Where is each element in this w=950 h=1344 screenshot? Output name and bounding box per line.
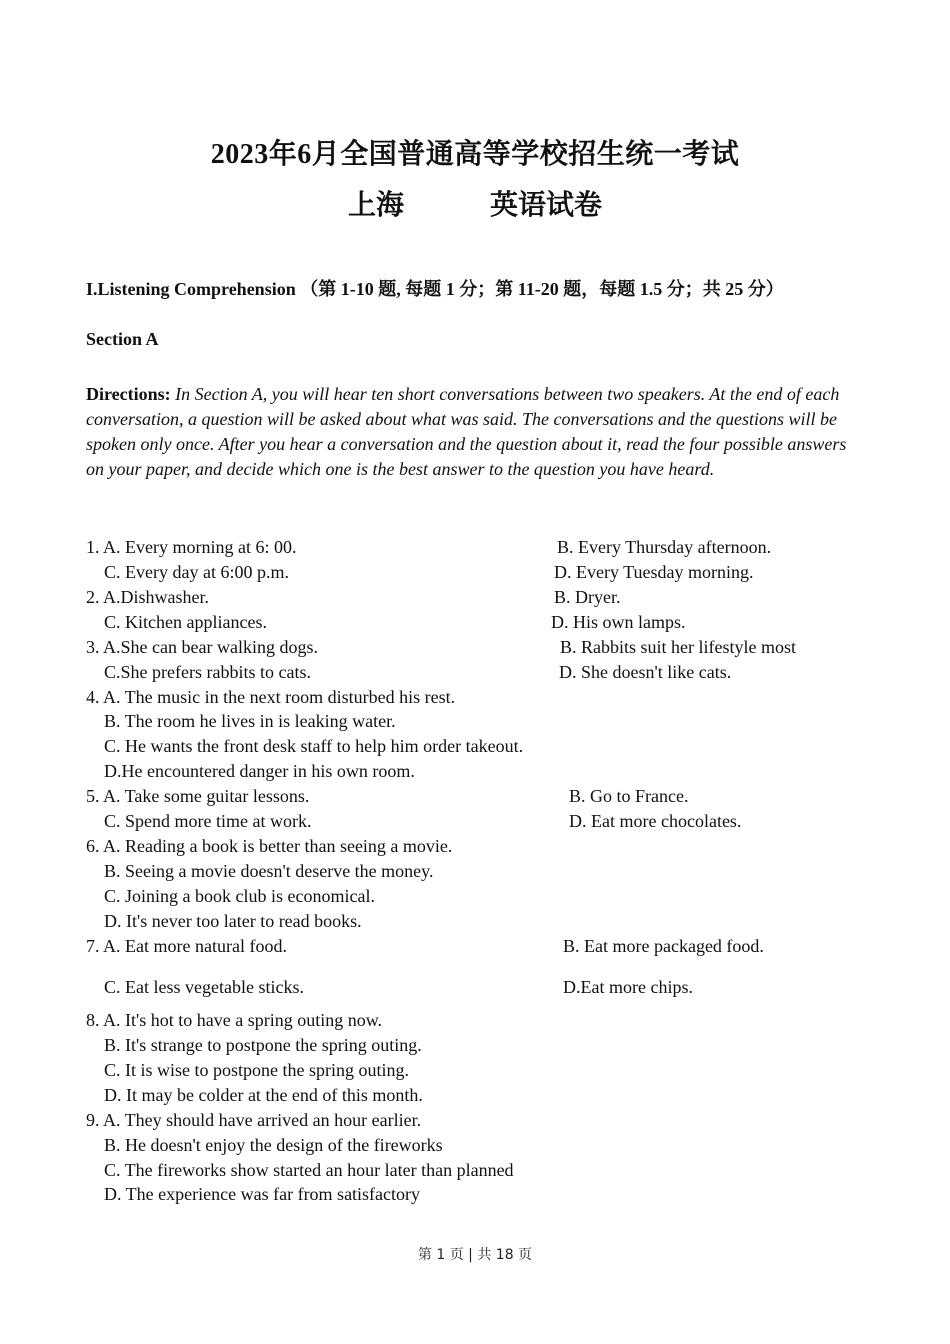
q1-option-d: D. Every Tuesday morning. [554, 562, 754, 582]
exam-title: 2023年6月全国普通高等学校招生统一考试 [210, 139, 740, 170]
q2-option-b: B. Dryer. [554, 587, 621, 607]
q7-option-c: C. Eat less vegetable sticks. [104, 977, 304, 997]
subtitle-region: 上海 [347, 190, 404, 221]
q2-option-a: 2. A.Dishwasher. [86, 587, 209, 607]
q2-option-d: D. His own lamps. [551, 612, 686, 632]
q6-option-d: D. It's never too later to read books. [104, 911, 362, 931]
q6-option-c: C. Joining a book club is economical. [104, 886, 375, 906]
subtitle-subject: 英语试卷 [490, 190, 603, 221]
directions-paragraph [86, 382, 866, 482]
part-heading: I.Listening Comprehension （第 1-10 题, 每题 1 分；第 11-20 题，每题 1.5 分；共 25 分） [86, 279, 784, 299]
q9-option-b: B. He doesn't enjoy the design of the fireworks [104, 1135, 443, 1155]
q3-option-a: 3. A.She can bear walking dogs. [86, 637, 318, 657]
q2-option-c: C. Kitchen appliances. [104, 612, 267, 632]
section-heading: Section A [86, 329, 159, 349]
q8-option-a: 8. A. It's hot to have a spring outing now. [86, 1010, 383, 1030]
q9-option-a: 9. A. They should have arrived an hour earlier. [86, 1110, 422, 1130]
q6-option-a: 6. A. Reading a book is better than seeing a movie. [86, 836, 453, 856]
q8-option-b: B. It's strange to postpone the spring outing. [104, 1035, 422, 1055]
q7-option-b: B. Eat more packaged food. [563, 936, 764, 956]
q9-option-c: C. The fireworks show started an hour later than planned [104, 1160, 514, 1180]
q5-option-d: D. Eat more chocolates. [569, 811, 742, 831]
q1-option-b: B. Every Thursday afternoon. [557, 537, 772, 557]
q3-option-b: B. Rabbits suit her lifestyle most [560, 637, 796, 657]
q3-option-c: C.She prefers rabbits to cats. [104, 662, 311, 682]
q4-option-a: 4. A. The music in the next room disturbed his rest. [86, 687, 456, 707]
directions-label: Directions: [86, 384, 171, 404]
page-number-footer: 第 1 页 | 共 18 页 [417, 1247, 533, 1263]
exam-subtitle [0, 183, 950, 223]
q7-option-d: D.Eat more chips. [563, 977, 693, 997]
q4-option-d: D.He encountered danger in his own room. [104, 761, 415, 781]
q9-option-d: D. The experience was far from satisfactory [104, 1184, 421, 1204]
q5-option-a: 5. A. Take some guitar lessons. [86, 786, 310, 806]
q4-option-c: C. He wants the front desk staff to help him order takeout. [104, 736, 524, 756]
q3-option-d: D. She doesn't like cats. [559, 662, 732, 682]
q8-option-c: C. It is wise to postpone the spring outing. [104, 1060, 409, 1080]
q6-option-b: B. Seeing a movie doesn't deserve the money. [104, 861, 434, 881]
q1-option-a: 1. A. Every morning at 6: 00. [86, 537, 297, 557]
q1-option-c: C. Every day at 6:00 p.m. [104, 562, 289, 582]
q5-option-b: B. Go to France. [569, 786, 689, 806]
q5-option-c: C. Spend more time at work. [104, 811, 312, 831]
directions-text: In Section A, you will hear ten short conversations between two speakers. At the end of each conversation, a question will be asked about what was said. The conversations and the questions will be spoken only once. After you hear a conversation and the question about it, read the four possible answers on your paper, and decide which one is the best answer to the question you have heard. [86, 384, 847, 479]
q7-option-a: 7. A. Eat more natural food. [86, 936, 287, 956]
q8-option-d: D. It may be colder at the end of this month. [104, 1085, 423, 1105]
q4-option-b: B. The room he lives in is leaking water. [104, 711, 396, 731]
